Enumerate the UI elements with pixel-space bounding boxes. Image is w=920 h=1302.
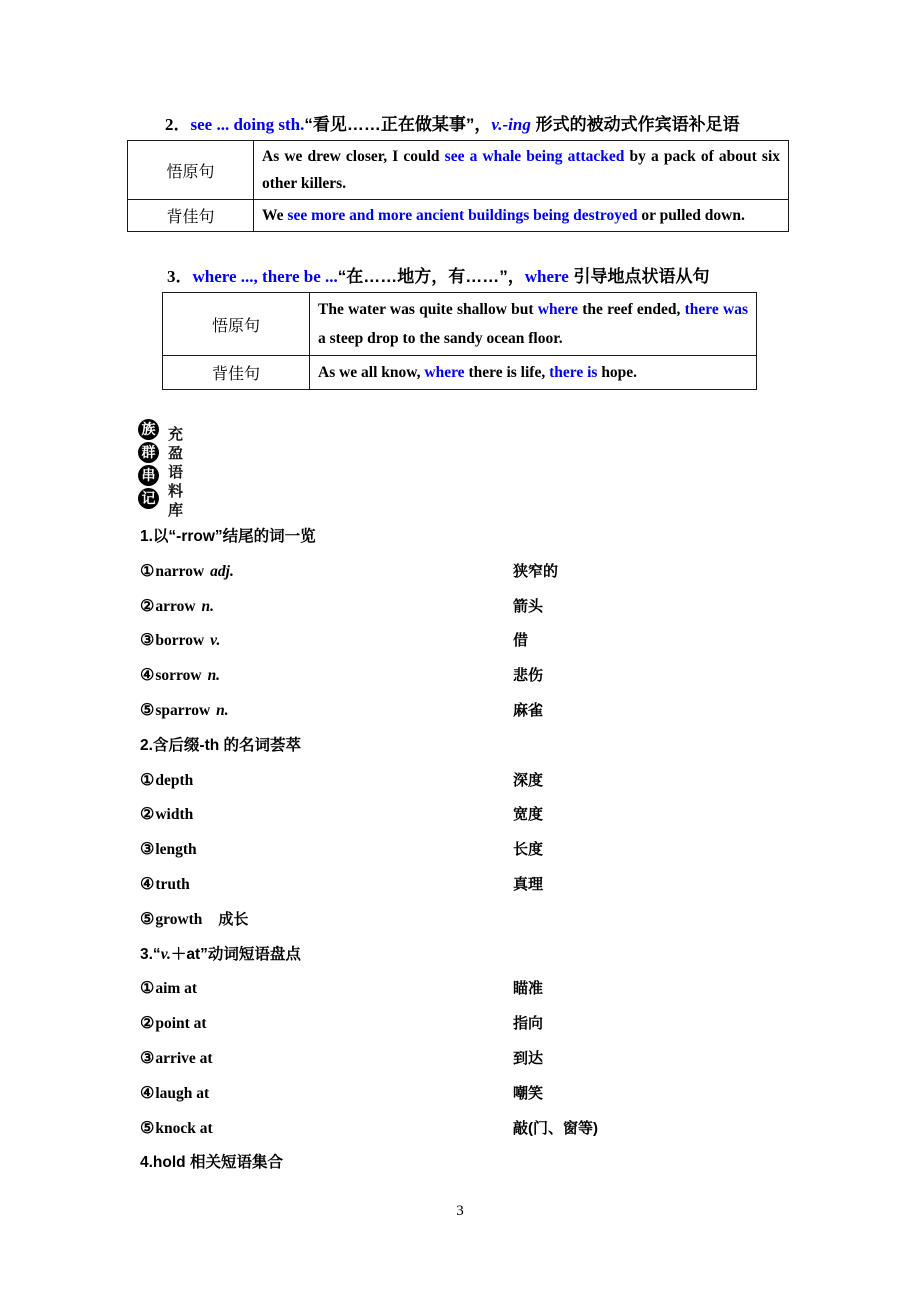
item-term: aim at (155, 980, 198, 998)
item-number-icon: ③ (140, 632, 155, 650)
vocab-item (140, 798, 800, 833)
sentence-text: by a pack of about six other killers. (262, 148, 780, 192)
grammar-table-3 (162, 292, 757, 390)
sentence-highlight: there is (549, 364, 598, 381)
vocab-list-heading-2 (140, 729, 800, 764)
item-term: laugh at (155, 1084, 210, 1102)
item-meaning: 悲伤 (513, 667, 544, 685)
item-number-icon: ③ (140, 841, 155, 859)
item-meaning: 瞄准 (513, 980, 544, 998)
grammar-table-2 (127, 140, 789, 232)
item-number-icon: ④ (140, 1084, 155, 1102)
vocab-item (140, 659, 800, 694)
vocabulary-block (140, 520, 800, 1181)
vocab-item (140, 624, 800, 659)
vocab-item (140, 1077, 800, 1112)
item-meaning: 成长 (218, 910, 249, 928)
item-term: knock at (155, 1119, 213, 1137)
stamp-circle-char: 串 (138, 465, 159, 486)
item-meaning: 到达 (513, 1049, 544, 1067)
sentence-text: the reef ended, (577, 301, 685, 318)
item-meaning: 深度 (513, 771, 544, 789)
vocab-list-heading-1 (140, 520, 800, 555)
item-number-icon: ② (140, 806, 155, 824)
vocab-item (140, 868, 800, 903)
row-label-cell: 背佳句 (163, 356, 310, 390)
sentence-highlight: see a whale being attacked (444, 148, 625, 165)
item-meaning: 嘲笑 (513, 1084, 544, 1102)
sentence-text: As we all know, (318, 364, 425, 381)
vocab-heading-text: 3.“ (140, 945, 161, 963)
table-row (128, 200, 789, 232)
vocab-item (140, 1007, 800, 1042)
vocab-item (140, 694, 800, 729)
row-label-cell: 悟原句 (128, 141, 254, 200)
item-pos: n. (216, 701, 229, 719)
item-meaning: 箭头 (513, 597, 544, 615)
item-number-icon: ① (140, 980, 155, 998)
item-term: growth (155, 910, 203, 928)
section-2-number: 2． (165, 115, 191, 134)
item-term: sorrow (155, 667, 202, 685)
item-number-icon: ① (140, 562, 155, 580)
sentence-text: there is life, (464, 364, 550, 381)
vocab-list-heading-3 (140, 938, 800, 973)
section-3-heading (167, 262, 710, 287)
stamp-circle-column (138, 419, 159, 509)
section-2-pattern: see ... doing sth. (190, 115, 305, 134)
item-term: borrow (155, 632, 205, 650)
section-3-form: where (524, 267, 569, 286)
item-meaning: 敲(门、窗等) (513, 1119, 598, 1137)
vocab-item (140, 833, 800, 868)
sentence-text: or pulled down. (637, 207, 745, 224)
item-term: narrow (155, 562, 205, 580)
vocab-item (140, 1042, 800, 1077)
row-label-cell: 悟原句 (163, 293, 310, 356)
table-row (163, 293, 757, 356)
item-term: depth (155, 771, 194, 789)
item-meaning: 真理 (513, 875, 544, 893)
sentence-cell (310, 356, 757, 390)
sentence-cell (310, 293, 757, 356)
item-meaning: 狭窄的 (513, 562, 559, 580)
item-number-icon: ④ (140, 667, 155, 685)
item-term: truth (155, 875, 190, 893)
vocab-heading-italic: v. (160, 945, 171, 963)
vocab-heading-text: ＋at”动词短语盘点 (170, 945, 301, 963)
stamp-circle-char: 记 (138, 488, 159, 509)
section-3-pattern: where ..., there be ... (192, 267, 338, 286)
section-2-meaning: “看见……正在做某事”， (304, 115, 492, 134)
item-number-icon: ⑤ (140, 910, 155, 928)
section-2-heading (165, 110, 740, 135)
item-term: length (155, 841, 197, 859)
vocab-item (140, 764, 800, 799)
item-meaning: 麻雀 (513, 701, 544, 719)
sentence-text: hope. (597, 364, 638, 381)
item-meaning: 长度 (513, 841, 544, 859)
vocab-list-heading-4 (140, 1146, 800, 1181)
sentence-text: As we drew closer, I could (262, 148, 445, 165)
sentence-text: The water was quite shallow but (318, 301, 538, 318)
item-number-icon: ④ (140, 875, 155, 893)
item-term: arrow (155, 597, 196, 615)
item-number-icon: ③ (140, 1049, 155, 1067)
sentence-text: We (262, 207, 288, 224)
vocab-heading-text: 1.以“-rrow”结尾的词一览 (140, 528, 316, 545)
sentence-highlight: where (537, 301, 578, 318)
section-3-number: 3． (167, 267, 193, 286)
item-number-icon: ⑤ (140, 1119, 155, 1137)
vocab-item (140, 555, 800, 590)
stamp-side-text: 充盈语料库 (166, 426, 182, 521)
section-2-form: v.-ing (491, 115, 531, 134)
vocab-heading-text: 2.含后缀-th 的名词荟萃 (140, 736, 302, 754)
vocab-item (140, 903, 800, 938)
item-meaning: 指向 (513, 1015, 544, 1033)
section-2-note: 形式的被动式作宾语补足语 (530, 115, 740, 134)
table-row (128, 141, 789, 200)
item-number-icon: ② (140, 1015, 155, 1033)
table-row (163, 356, 757, 390)
item-term: arrive at (155, 1049, 213, 1067)
vocab-item (140, 590, 800, 625)
item-pos: v. (210, 632, 221, 650)
item-number-icon: ⑤ (140, 701, 155, 719)
stamp-badge (138, 419, 185, 521)
item-meaning: 宽度 (513, 806, 544, 824)
item-number-icon: ① (140, 771, 155, 789)
row-label-cell: 背佳句 (128, 200, 254, 232)
sentence-highlight: see more and more ancient buildings being destroyed (287, 207, 638, 224)
item-pos: n. (201, 597, 215, 615)
page-number: 3 (456, 1203, 464, 1219)
sentence-highlight: there was (684, 301, 748, 318)
stamp-circle-char: 族 (138, 419, 159, 440)
vocab-item (140, 972, 800, 1007)
section-3-note: 引导地点状语从句 (568, 267, 710, 286)
item-term: point at (155, 1015, 207, 1033)
item-term: sparrow (155, 701, 211, 719)
sentence-highlight: where (424, 364, 465, 381)
sentence-text: a steep drop to the sandy ocean floor. (318, 330, 563, 347)
section-3-meaning: “在……地方，有……”， (337, 267, 525, 286)
stamp-circle-char: 群 (138, 442, 159, 463)
item-number-icon: ② (140, 597, 155, 615)
item-term: width (155, 806, 194, 824)
vocab-heading-text: 4.hold 相关短语集合 (140, 1154, 283, 1172)
vocab-item (140, 1112, 800, 1147)
item-meaning: 借 (513, 632, 529, 650)
item-pos: adj. (210, 562, 234, 580)
sentence-cell (254, 141, 789, 200)
item-pos: n. (207, 667, 221, 685)
sentence-cell (254, 200, 789, 232)
